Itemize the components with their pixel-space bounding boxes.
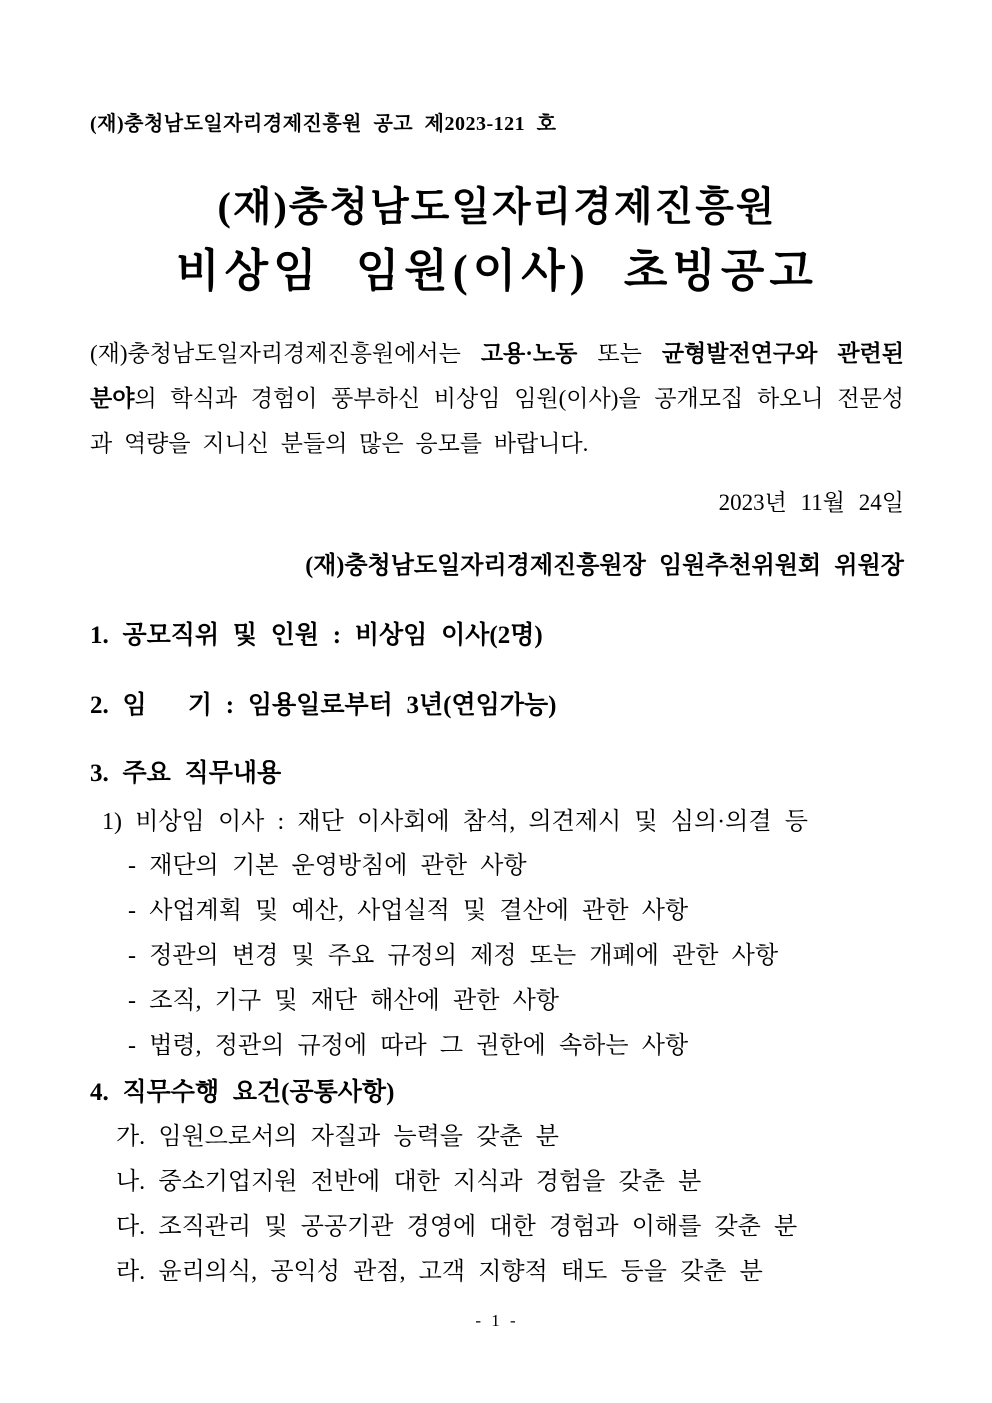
intro-text-1: (재)충청남도일자리경제진흥원에서는 (90, 341, 481, 366)
section-4-requirements (90, 1077, 904, 1295)
section-4-item-list (90, 1115, 904, 1295)
intro-text-2: 또는 (577, 341, 662, 366)
section-3-duties (90, 758, 904, 1069)
announcement-date: 2023년 11월 24일 (718, 490, 904, 515)
section-4-heading: 4. 직무수행 요건(공통사항) (90, 1079, 395, 1106)
intro-bold-employment-labor: 고용·노동 (480, 341, 578, 366)
section-2-heading: 2. 임 기 : 임용일로부터 3년(연임가능) (90, 692, 557, 719)
intro-text-3: 의 학식과 경험이 풍부하신 비상임 임원(이사)을 공개모집 하오니 전문성과 역량을 지니신 분들의 많은 응모를 바랍니다. (90, 386, 904, 456)
intro-paragraph (90, 331, 904, 466)
page-number: - 1 - (475, 1311, 517, 1330)
section-2-term (90, 690, 904, 722)
requirement-item: 다. 조직관리 및 공공기관 경영에 대한 경험과 이해를 갖춘 분 (116, 1214, 798, 1240)
doc-title-organization: (재)충청남도일자리경제진흥원 (217, 184, 777, 229)
section-3-heading: 3. 주요 직무내용 (90, 760, 282, 787)
intro-bold-related-field: 균형발전연구와 관련된 분야 (90, 341, 904, 411)
bullet-item: - 재단의 기본 운영방침에 관한 사항 (128, 853, 527, 879)
doc-number: (재)충청남도일자리경제진흥원 공고 제2023-121 호 (90, 113, 557, 135)
requirement-item: 가. 임원으로서의 자질과 능력을 갖춘 분 (116, 1124, 559, 1150)
bullet-item: - 조직, 기구 및 재단 해산에 관한 사항 (128, 988, 559, 1014)
doc-title-main: 비상임 임원(이사) 초빙공고 (176, 246, 818, 296)
bullet-item: - 사업계획 및 예산, 사업실적 및 결산에 관한 사항 (128, 898, 689, 924)
bullet-item: - 법령, 정관의 규정에 따라 그 권한에 속하는 사항 (128, 1033, 689, 1059)
requirement-item: 나. 중소기업지원 전반에 대한 지식과 경험을 갖춘 분 (116, 1169, 702, 1195)
section-3-bullet-list (90, 844, 904, 1069)
section-3-lead: 1) 비상임 이사 : 재단 이사회에 참석, 의견제시 및 심의·의결 등 (102, 809, 808, 835)
section-1-heading: 1. 공모직위 및 인원 : 비상임 이사(2명) (90, 622, 543, 649)
doc-title (90, 183, 904, 297)
signature-line: (재)충청남도일자리경제진흥원장 임원추천위원회 위원장 (305, 553, 904, 579)
bullet-item: - 정관의 변경 및 주요 규정의 제정 또는 개폐에 관한 사항 (128, 943, 779, 969)
requirement-item: 라. 윤리의식, 공익성 관점, 고객 지향적 태도 등을 갖춘 분 (116, 1259, 763, 1285)
section-1-position (90, 620, 904, 652)
